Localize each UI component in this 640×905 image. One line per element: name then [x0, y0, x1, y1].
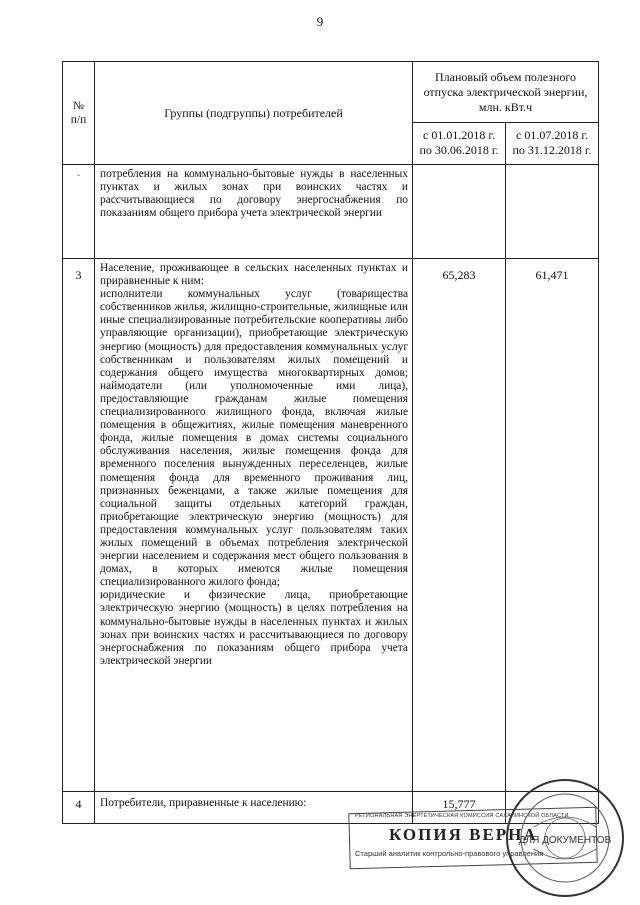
- row-paragraph: юридические и физические лица, приобретающие электрическую энергию (мощность) в целях потребления на коммунально-бытовые нужды в населенных пунктах и жилых зонах при воинских частях и рассчитывающиеся по договору энергоснабжения по показаниям общего прибора учета электрической энергии: [100, 589, 408, 667]
- row-value-second-half: 61,471: [506, 259, 599, 792]
- row-description: [95, 165, 413, 259]
- row-value-first-half: [413, 165, 506, 259]
- header-planned-volume: Плановый объем полезного отпуска электрической энергии, млн. кВт.ч: [413, 62, 599, 123]
- table-header-row: [63, 62, 599, 123]
- row-paragraph: потребления на коммунально-бытовые нужды в населенных пунктах и жилых зонах при воинских частях и рассчитывающиеся по договору энергоснабжения по показаниям общего прибора учета электрической энергии: [100, 168, 408, 220]
- period2-end: по 31.12.2018 г.: [512, 143, 592, 157]
- row-description: [95, 259, 413, 792]
- header-number: [63, 62, 95, 165]
- round-seal-icon: [504, 777, 626, 899]
- row-value-first-half: 15,777: [413, 792, 506, 824]
- stamp-for-documents: ДЛЯ ДОКУМЕНТОВ: [518, 835, 612, 846]
- period1-start: с 01.01.2018 г.: [423, 128, 495, 142]
- row-value-second-half: [506, 165, 599, 259]
- row-value-first-half: 65,283: [413, 259, 506, 792]
- row-number: -: [63, 165, 95, 259]
- row-paragraph: Потребители, приравненные к населению:: [100, 797, 307, 809]
- period1-end: по 30.06.2018 г.: [419, 143, 499, 157]
- row-paragraph: исполнители коммунальных услуг (товарищества собственников жилья, жилищно-строительные, жилищные или иные специализированные потребительские кооперативы либо управляющие организации), приобретающие электрическую энергию (мощность) для предоставления коммунальных услуг собственникам и пользователям жилых помещений и содержания общего имущества многоквартирных домов; наймодатели (или уполномоченные ими лица), предоставляющие гражданам жилые помещения специализированного жилищного фонда, включая жилые помещения в общежитиях, жилые помещения маневренного фонда, жилые помещения в домах системы социального обслуживания населения, жилые помещения фонда для временного поселения вынужденных переселенцев, жилые помещения фонда для временного проживания лиц, признанных беженцами, а также жилые помещения для социальной защиты отдельных категорий граждан, приобретающие электрическую энергию (мощность) для предоставления коммунальных услуг пользователям таких жилых помещений в объемах потребления электрической энергии населением и содержания мест общего пользования в домах, в которых имеются жилые помещения специализированного жилого фонда;: [100, 288, 408, 589]
- table-row: [63, 259, 599, 792]
- header-consumer-groups: Группы (подгруппы) потребителей: [95, 62, 413, 165]
- consumer-volume-table: [62, 61, 599, 824]
- page-number: 9: [316, 14, 324, 29]
- stamp-copy-text: КОПИЯ ВЕРНА: [389, 825, 538, 844]
- stamp-position: Старший аналитик контрольно-правового управления: [355, 849, 544, 858]
- row-number: 4: [63, 792, 95, 824]
- header-number-symbol: №: [73, 100, 84, 112]
- table-row: [63, 165, 599, 259]
- row-paragraph: Население, проживающее в сельских населенных пунктах и приравненные к ним:: [100, 262, 408, 288]
- period2-start: с 01.07.2018 г.: [516, 128, 588, 142]
- row-number: 3: [63, 259, 95, 792]
- header-number-abbr: п/п: [70, 114, 87, 126]
- header-period-first-half: [413, 123, 506, 165]
- header-period-second-half: [506, 123, 599, 165]
- stamp-authority: РЕГИОНАЛЬНАЯ ЭНЕРГЕТИЧЕСКАЯ КОМИССИЯ САХАЛИНСКОЙ ОБЛАСТИ: [355, 813, 569, 819]
